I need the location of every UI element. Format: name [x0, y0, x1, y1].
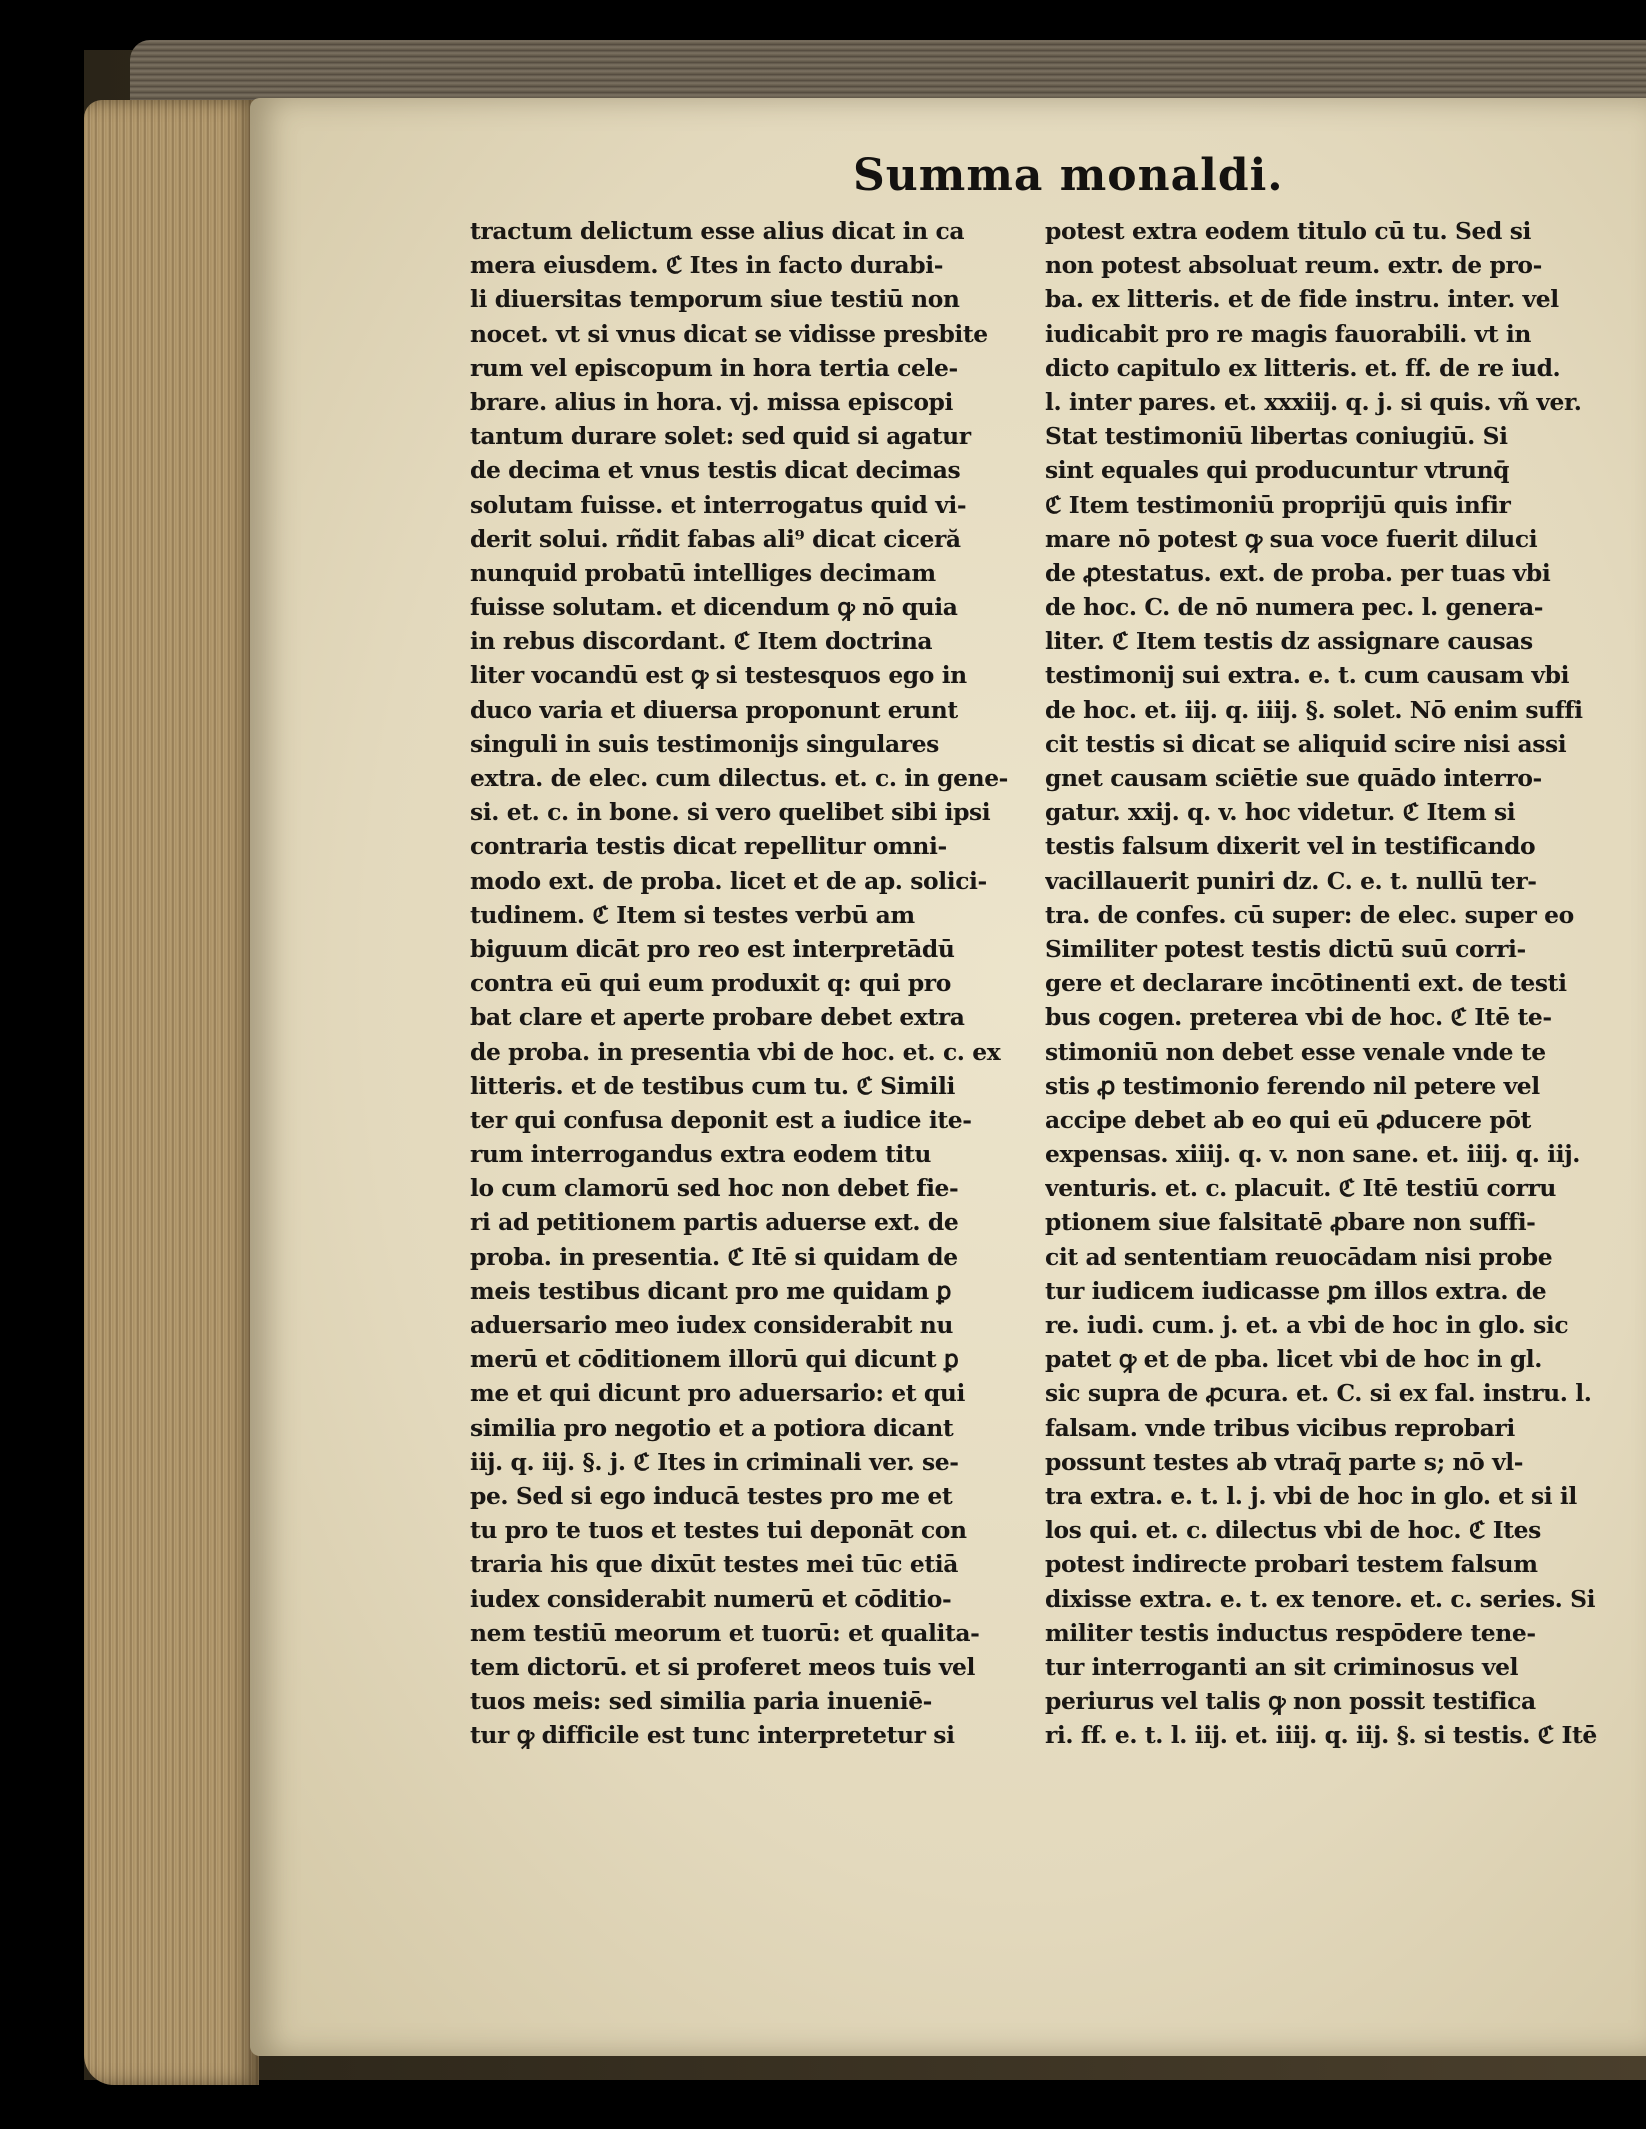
text-line: militer testis inductus respōdere tene-	[1045, 1618, 1536, 1647]
text-line: tem dictorū. et si proferet meos tuis vel	[470, 1652, 976, 1681]
text-column-right	[1045, 214, 1615, 1752]
text-line: sint equales qui producuntur vtrunq̄	[1045, 456, 1510, 485]
text-line: rum interrogandus extra eodem titu	[470, 1140, 932, 1169]
text-column-left	[470, 214, 1030, 1752]
text-line: proba. in presentia. ℭ Itē si quidam de	[470, 1242, 958, 1271]
text-line: contra eū qui eum produxit q: qui pro	[470, 969, 951, 998]
text-line: iij. q. iij. §. j. ℭ Ites in criminali ver. se-	[470, 1447, 959, 1476]
text-line: potest extra eodem titulo cū tu. Sed si	[1045, 217, 1531, 245]
text-line: accipe debet ab eo qui eū ꝓducere pōt	[1045, 1105, 1531, 1134]
text-line: de decima et vnus testis dicat decimas	[470, 456, 961, 485]
text-line: cit ad sententiam reuocādam nisi probe	[1045, 1242, 1553, 1271]
text-line: rum vel episcopum in hora tertia cele-	[470, 353, 958, 382]
text-line: vacillauerit puniri dz. C. e. t. nullū ter-	[1045, 866, 1537, 895]
text-line: non potest absoluat reum. extr. de pro-	[1045, 251, 1542, 280]
text-line: solutam fuisse. et interrogatus quid vi-	[470, 490, 967, 519]
text-line: si. et. c. in bone. si vero quelibet sibi ipsi	[470, 798, 991, 827]
text-line: fuisse solutam. et dicendum ꝙ nō quia	[470, 593, 958, 622]
book-fore-edge	[84, 100, 259, 2085]
text-line: pe. Sed si ego inducā testes pro me et	[470, 1481, 953, 1510]
text-line: stis ꝓ testimonio ferendo nil petere vel	[1045, 1071, 1540, 1100]
text-line: duco varia et diuersa proponunt erunt	[470, 695, 958, 724]
text-line: sic supra de ꝓcura. et. C. si ex fal. instru. l.	[1045, 1379, 1592, 1408]
text-line: aduersario meo iudex considerabit nu	[470, 1311, 954, 1339]
text-line: tra. de confes. cū super: de elec. super eo	[1045, 900, 1574, 929]
text-line: expensas. xiiij. q. v. non sane. et. iiij. q. iij.	[1045, 1140, 1581, 1169]
text-line: tuos meis: sed similia paria inueniē-	[470, 1687, 932, 1716]
text-line: venturis. et. c. placuit. ℭ Itē testiū corru	[1045, 1174, 1557, 1203]
text-line: ℭ Item testimoniū proprijū quis infir	[1045, 490, 1511, 519]
text-line: contraria testis dicat repellitur omni-	[470, 832, 947, 861]
text-line: ba. ex litteris. et de fide instru. inter. vel	[1045, 285, 1559, 314]
text-line: modo ext. de proba. licet et de ap. solici-	[470, 866, 987, 895]
text-line: de ꝓtestatus. ext. de proba. per tuas vbi	[1045, 558, 1551, 587]
text-line: tu pro te tuos et testes tui deponāt con	[470, 1516, 967, 1545]
text-line: li diuersitas temporum siue testiū non	[470, 285, 960, 314]
text-line: dixisse extra. e. t. ex tenore. et. c. series. Si	[1045, 1584, 1596, 1613]
text-line: biguum dicāt pro reo est interpretādū	[470, 934, 955, 963]
text-line: patet ꝙ et de pba. licet vbi de hoc in gl.	[1045, 1345, 1543, 1374]
text-line: tur ꝙ difficile est tunc interpretetur si	[470, 1721, 955, 1750]
text-line: tantum durare solet: sed quid si agatur	[470, 422, 971, 451]
text-line: tudinem. ℭ Item si testes verbū am	[470, 900, 915, 929]
text-line: litteris. et de testibus cum tu. ℭ Simili	[470, 1071, 955, 1100]
text-line: iudex considerabit numerū et cōditio-	[470, 1584, 952, 1613]
text-line: tur iudicem iudicasse ꝑm illos extra. de	[1045, 1276, 1547, 1305]
text-line: de hoc. et. iij. q. iiij. §. solet. Nō enim suffi	[1045, 695, 1583, 724]
text-line: similia pro negotio et a potiora dicant	[470, 1413, 954, 1442]
text-line: bat clare et aperte probare debet extra	[470, 1003, 965, 1032]
text-line: los qui. et. c. dilectus vbi de hoc. ℭ Ites	[1045, 1516, 1541, 1545]
text-line: possunt testes ab vtraq̄ parte s; nō vl-	[1045, 1447, 1524, 1476]
text-line: stimoniū non debet esse venale vnde te	[1045, 1037, 1546, 1066]
text-line: l. inter pares. et. xxxiij. q. j. si quis. vñ ver.	[1045, 387, 1582, 416]
text-line: brare. alius in hora. vj. missa episcopi	[470, 387, 953, 416]
text-line: liter. ℭ Item testis dz assignare causas	[1045, 627, 1533, 656]
text-line: merū et cōditionem illorū qui dicunt ꝑ	[470, 1345, 959, 1374]
text-line: de hoc. C. de nō numera pec. l. genera-	[1045, 593, 1544, 622]
text-line: me et qui dicunt pro aduersario: et qui	[470, 1379, 965, 1408]
text-line: tractum delictum esse alius dicat in ca	[470, 217, 965, 245]
text-line: tur interroganti an sit criminosus vel	[1045, 1652, 1519, 1681]
text-line: cit testis si dicat se aliquid scire nisi assi	[1045, 729, 1567, 758]
text-line: traria his que dixūt testes mei tūc etiā	[470, 1550, 958, 1579]
text-line: periurus vel talis ꝙ non possit testifica	[1045, 1687, 1536, 1716]
text-line: tra extra. e. t. l. j. vbi de hoc in glo. et si il	[1045, 1481, 1577, 1510]
text-line: testis falsum dixerit vel in testificando	[1045, 832, 1536, 861]
text-line: ri. ff. e. t. l. iij. et. iiij. q. iij. §. si testis. ℭ Itē	[1045, 1721, 1597, 1750]
text-line: nocet. vt si vnus dicat se vidisse presbite	[470, 319, 988, 348]
text-line: de proba. in presentia vbi de hoc. et. c. ex	[470, 1037, 1001, 1066]
text-line: falsam. vnde tribus vicibus reprobari	[1045, 1413, 1515, 1442]
text-line: Similiter potest testis dictū suū corri-	[1045, 934, 1526, 963]
text-line: iudicabit pro re magis fauorabili. vt in	[1045, 319, 1531, 348]
text-line: nem testiū meorum et tuorū: et qualita-	[470, 1618, 980, 1647]
running-head: Summa monaldi.	[853, 150, 1284, 201]
text-line: ptionem siue falsitatē ꝓbare non suffi-	[1045, 1208, 1536, 1237]
text-line: derit solui. rñdit fabas ali⁹ dicat ciceră	[470, 524, 961, 553]
text-line: extra. de elec. cum dilectus. et. c. in gene-	[470, 764, 1008, 792]
text-line: testimonij sui extra. e. t. cum causam vbi	[1045, 661, 1570, 690]
text-line: ri ad petitionem partis aduerse ext. de	[470, 1208, 959, 1237]
text-line: mare nō potest ꝙ sua voce fuerit diluci	[1045, 524, 1538, 553]
text-line: lo cum clamorū sed hoc non debet fie-	[470, 1174, 959, 1203]
text-line: bus cogen. preterea vbi de hoc. ℭ Itē te-	[1045, 1003, 1552, 1032]
text-line: gnet causam sciētie sue quādo interro-	[1045, 764, 1542, 792]
text-line: gatur. xxij. q. v. hoc videtur. ℭ Item si	[1045, 798, 1516, 827]
text-line: liter vocandū est ꝙ si testesquos ego in	[470, 661, 967, 690]
text-line: dicto capitulo ex litteris. et. ff. de re iud.	[1045, 353, 1561, 382]
text-line: meis testibus dicant pro me quidam ꝑ	[470, 1276, 951, 1305]
text-line: re. iudi. cum. j. et. a vbi de hoc in glo. sic	[1045, 1311, 1569, 1339]
text-line: potest indirecte probari testem falsum	[1045, 1550, 1538, 1579]
text-line: gere et declarare incōtinenti ext. de testi	[1045, 969, 1567, 998]
text-line: Stat testimoniū libertas coniugiū. Si	[1045, 422, 1508, 451]
text-line: mera eiusdem. ℭ Ites in facto durabi-	[470, 251, 944, 280]
text-line: nunquid probatū intelliges decimam	[470, 558, 936, 587]
text-line: in rebus discordant. ℭ Item doctrina	[470, 627, 933, 656]
text-line: singuli in suis testimonijs singulares	[470, 729, 939, 758]
text-line: ter qui confusa deponit est a iudice ite-	[470, 1105, 972, 1134]
